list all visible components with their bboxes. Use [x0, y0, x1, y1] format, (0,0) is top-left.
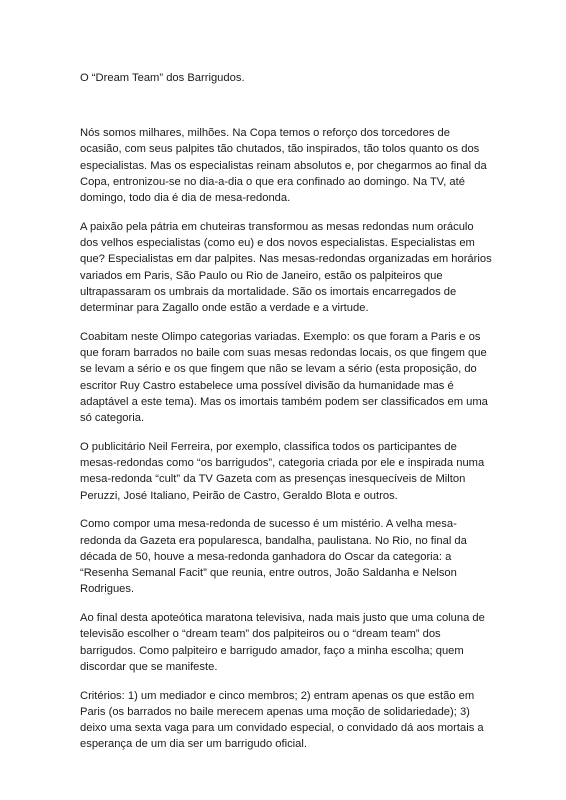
text-line: Coabitam neste Olimpo categorias variadas. Exemplo: os que foram a Paris e os — [80, 330, 481, 343]
paragraph — [80, 125, 506, 206]
text-line: se levam a sério e os que fingem que não se levam a sério (esta proposição, do — [80, 363, 477, 376]
text-line: A paixão pela pátria em chuteiras transformou as mesas redondas num oráculo — [80, 220, 474, 233]
text-line: que foram barrados no baile com suas mesas redondas locais, os que fingem que — [80, 347, 487, 359]
text-line: “Resenha Semanal Facit” que reunia, entre outros, João Saldanha e Nelson — [80, 567, 457, 579]
text-line: determinar para Zagallo onde estão a verdade e a virtude. — [80, 302, 369, 314]
text-line: Como compor uma mesa-redonda de sucesso é um mistério. A velha mesa- — [80, 518, 457, 531]
text-line: ultrapassaram os umbrais da mortalidade. São os imortais encarregados de — [80, 285, 457, 298]
text-line: televisão escolher o “dream team” dos palpiteiros ou o “dream team” dos — [80, 628, 441, 641]
text-line: deixo uma sexta vaga para um convidado especial, o convidado dá aos mortais a — [80, 722, 484, 734]
text-line: adaptável a este tema). Mas os imortais também podem ser classificados em uma — [80, 395, 488, 408]
text-line: Ao final desta apoteótica maratona televisiva, nada mais justo que uma coluna de — [80, 612, 485, 624]
text-line: domingo, todo dia é dia de mesa-redonda. — [80, 192, 291, 204]
text-line: barrigudos. Como palpiteiro e barrigudo amador, faço a minha escolha; quem — [80, 644, 464, 657]
text-line: dos velhos especialistas (como eu) e dos novos especialistas. Especialistas em — [80, 237, 475, 249]
text-line: variados em Paris, São Paulo ou Rio de Janeiro, estão os palpiteiros que — [80, 269, 443, 282]
text-line: Critérios: 1) um mediador e cinco membros; 2) entram apenas os que estão em — [80, 689, 475, 702]
text-line: Nós somos milhares, milhões. Na Copa temos o reforço dos torcedores de — [80, 127, 450, 139]
text-line: redonda da Gazeta era popularesca, bandalha, paulistana. No Rio, no final da — [80, 534, 467, 547]
text-line: esperança de um dia ser um barrigudo oficial. — [80, 738, 307, 751]
text-line: Copa, entronizou-se no dia-a-dia o que era confinado ao domingo. Na TV, até — [80, 175, 465, 188]
text-line: O publicitário Neil Ferreira, por exemplo, classifica todos os participantes de — [80, 440, 457, 453]
paragraph — [80, 439, 506, 504]
paragraph — [80, 219, 506, 317]
paragraph — [80, 516, 506, 597]
text-line: mesas-redondas como “os barrigudos”, categoria criada por ele e inspirada numa — [80, 457, 485, 469]
text-line: só categoria. — [80, 412, 145, 424]
text-line: que? Especialistas em dar palpites. Nas mesas-redondas organizadas em horários — [80, 253, 492, 266]
paragraph — [80, 610, 506, 675]
text-line: discordar que se manifeste. — [80, 660, 218, 673]
paragraph — [80, 688, 506, 753]
text-line: Peruzzi, José Italiano, Peirão de Castro, Geraldo Blota e outros. — [80, 489, 398, 502]
document-title: O “Dream Team” dos Barrigudos. — [80, 72, 245, 84]
text-line: escritor Ruy Castro estabelece uma possível divisão da humanidade mas é — [80, 379, 454, 392]
paragraph — [80, 329, 506, 427]
text-line: ocasião, com seus palpites tão chutados, tão inspirados, tão tolos quanto os dos — [80, 143, 480, 156]
text-line: década de 50, houve a mesa-redonda ganhadora do Oscar da categoria: a — [80, 550, 452, 563]
text-line: Rodrigues. — [80, 583, 135, 596]
text-line: especialistas. Mas os especialistas reinam absolutos e, por chegarmos ao final da — [80, 159, 487, 172]
text-line: mesa-redonda “cult” da TV Gazeta com as presenças inesquecíveis de Milton — [80, 473, 466, 486]
text-line: Paris (os barrados no baile merecem apenas uma moção de solidariedade); 3) — [80, 705, 470, 718]
